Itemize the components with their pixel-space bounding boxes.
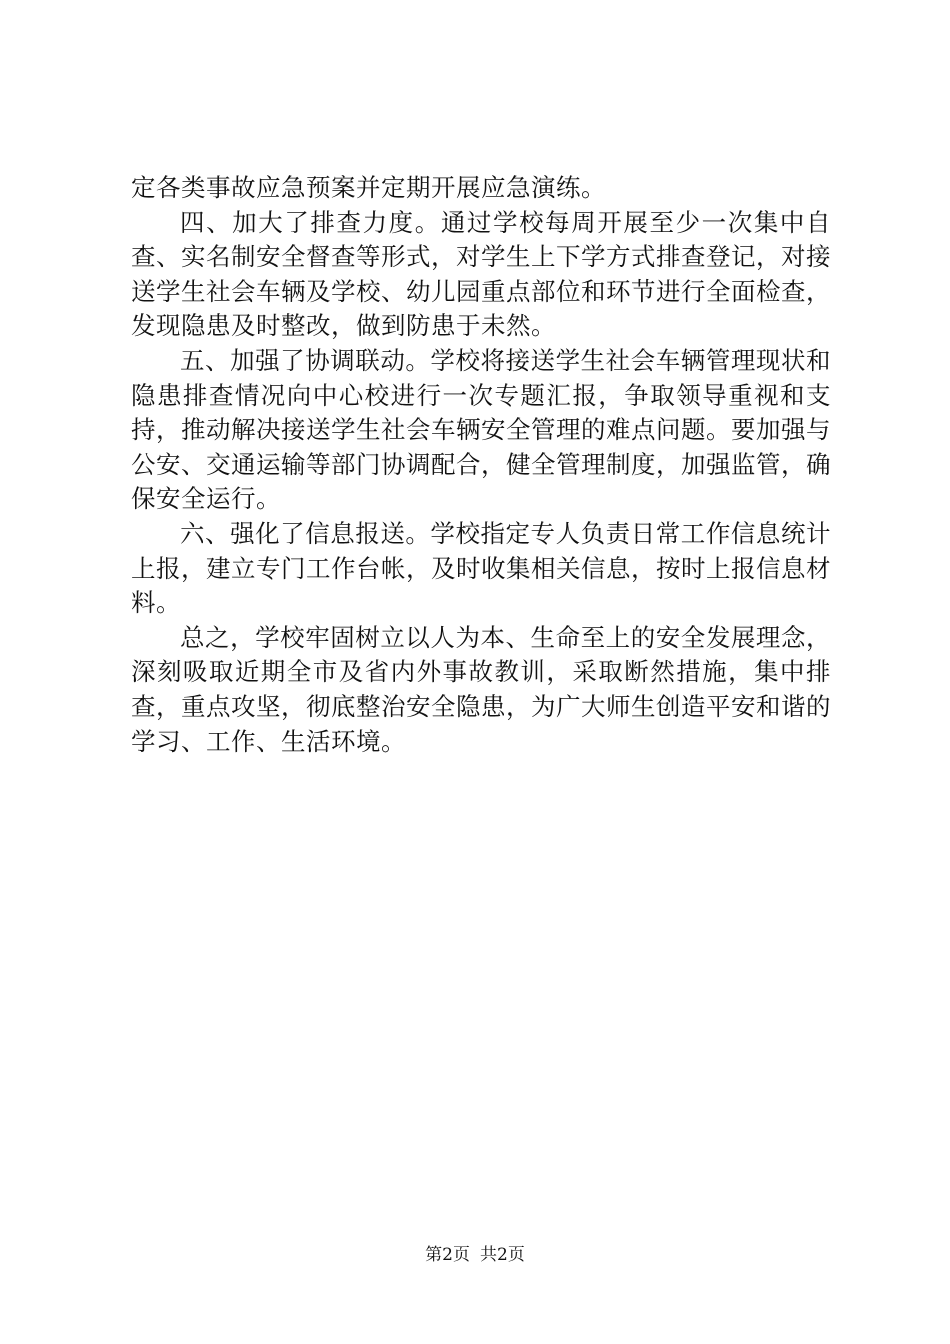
document-body bbox=[131, 171, 831, 759]
paragraph-continuation: 定各类事故应急预案并定期开展应急演练。 bbox=[131, 173, 606, 202]
page-number: 第2页 bbox=[425, 1245, 470, 1265]
paragraph-section-six: 六、强化了信息报送。学校指定专人负责日常工作信息统计上报，建立专门工作台帐，及时收集相关信息，按时上报信息材料。 bbox=[131, 518, 831, 618]
page-footer bbox=[0, 1243, 950, 1267]
paragraph-summary: 总之，学校牢固树立以人为本、生命至上的安全发展理念，深刻吸取近期全市及省内外事故教训，采取断然措施，集中排查，重点攻坚，彻底整治安全隐患，为广大师生创造平安和谐的学习、工作、生活环境。 bbox=[131, 622, 831, 756]
paragraph-section-four: 四、加大了排查力度。通过学校每周开展至少一次集中自查、实名制安全督查等形式，对学生上下学方式排查登记，对接送学生社会车辆及学校、幼儿园重点部位和环节进行全面检查，发现隐患及时整改，做到防患于未然。 bbox=[131, 207, 831, 341]
page-total: 共2页 bbox=[480, 1245, 525, 1265]
paragraph-section-five: 五、加强了协调联动。学校将接送学生社会车辆管理现状和隐患排查情况向中心校进行一次专题汇报，争取领导重视和支持，推动解决接送学生社会车辆安全管理的难点问题。要加强与公安、交通运输等部门协调配合，健全管理制度，加强监管，确保安全运行。 bbox=[131, 345, 831, 514]
